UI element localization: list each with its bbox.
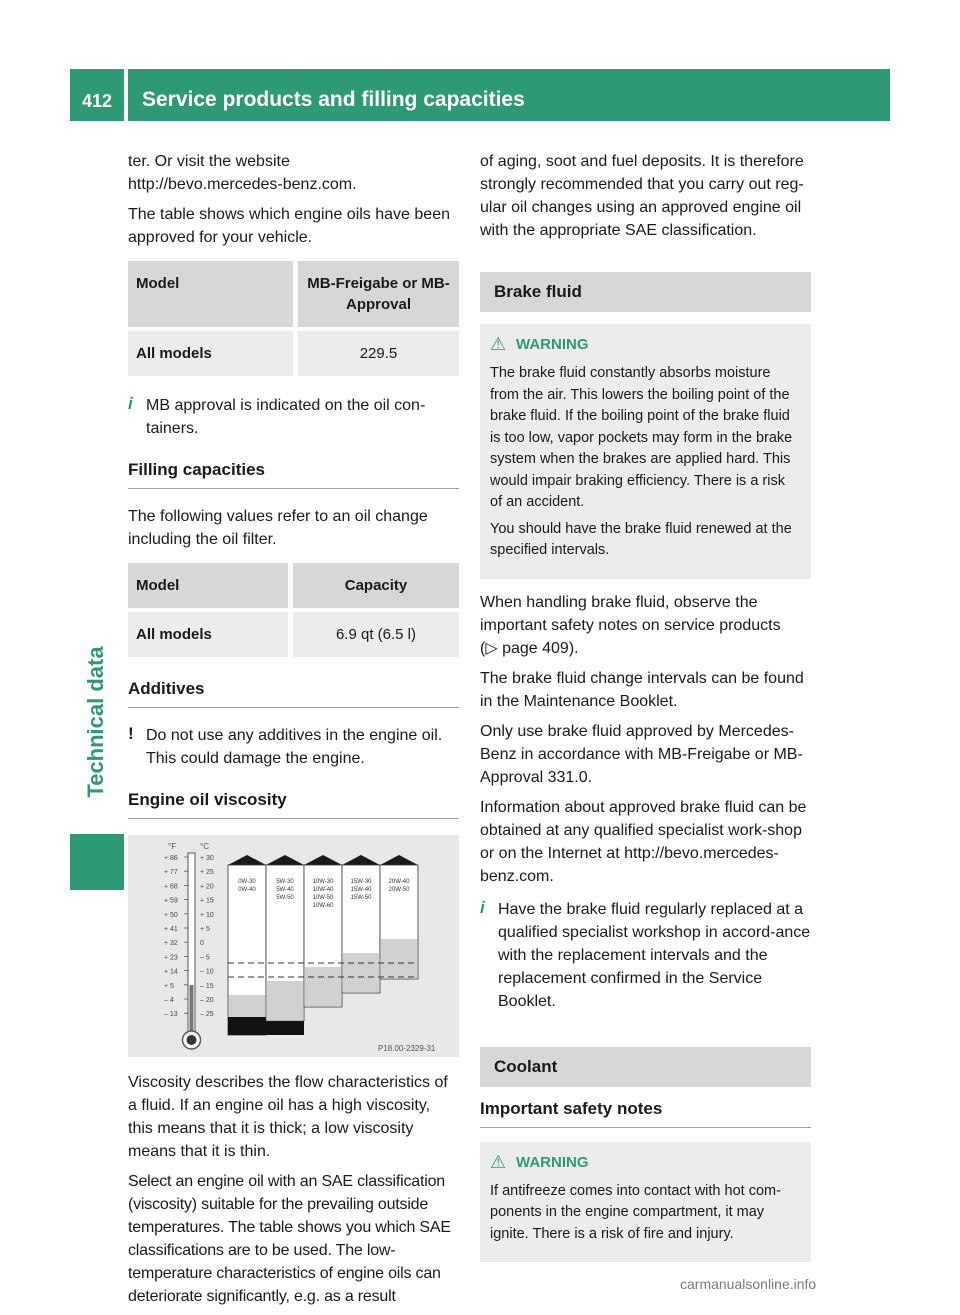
table-cell: All models: [128, 331, 293, 376]
sidebar-section-label: Technical data: [83, 646, 108, 798]
celsius-tick-label: + 30: [200, 855, 214, 862]
column-roof: [228, 855, 266, 865]
celsius-tick-label: 0: [200, 940, 204, 948]
brake-paragraph-4: Information about approved brake fluid can be obtained at any qualified specialist work-shop or on the Internet at http://bevo.mercedes-benz.com.: [480, 798, 807, 885]
fahrenheit-tick-label: + 41: [164, 926, 178, 933]
fahrenheit-tick-label: + 50: [164, 911, 178, 919]
table-header-cell: Model: [128, 261, 293, 327]
filling-capacities-text: The following values refer to an oil change including the oil filter.: [128, 508, 428, 548]
table-header-row: [128, 261, 459, 327]
grade-columns: [228, 855, 418, 1035]
table-header-cell: Model: [128, 563, 288, 608]
page-header: [70, 69, 890, 121]
page-number: 412: [82, 91, 113, 111]
left-column: [128, 150, 459, 1315]
table-header-row: [128, 563, 459, 608]
grade-label: 20W-40: [388, 879, 410, 885]
column-shading: [343, 953, 379, 992]
caution-note-text: Do not use any additives in the engine oil. This could damage the engine.: [146, 727, 443, 767]
viscosity-chart-figure: [128, 835, 459, 1057]
warning-label: WARNING: [516, 1153, 589, 1171]
grade-label: 10W-30: [312, 879, 334, 885]
table-cell: All models: [128, 612, 288, 657]
celsius-scale: [200, 855, 214, 1018]
celsius-tick-label: + 20: [200, 883, 214, 891]
table-cell: 229.5: [298, 331, 459, 376]
capacity-table: [128, 563, 459, 657]
grade-label: 0W-30: [238, 879, 256, 885]
grade-column: [304, 855, 342, 1007]
info-note: [480, 898, 811, 1013]
celsius-tick-label: – 10: [200, 968, 214, 976]
sidebar-marker: [70, 834, 124, 890]
fahrenheit-tick-label: + 32: [164, 940, 178, 948]
fahrenheit-tick-label: + 23: [164, 954, 178, 962]
fahrenheit-tick-label: + 59: [164, 897, 178, 905]
table-header-cell: Capacity: [293, 563, 459, 608]
celsius-tick-label: – 5: [200, 954, 210, 962]
page-title: Service products and filling capacities: [142, 88, 525, 111]
intro-line-2: http://bevo.mercedes-benz.com.: [128, 176, 357, 193]
grade-label: 5W-50: [276, 895, 294, 901]
celsius-tick-label: – 25: [200, 1011, 214, 1019]
info-icon: i: [480, 897, 485, 917]
warning-triangle-icon: ⚠: [490, 1151, 507, 1172]
grade-label: 20W-50: [388, 887, 410, 893]
brake-paragraph-3: Only use brake fluid approved by Mercedes-Benz in accordance with MB-Freigabe or MB-Approval 331.0.: [480, 722, 803, 786]
column-shading: [267, 981, 303, 1020]
brake-paragraph-1-text: When handling brake fluid, observe the important safety notes on service products: [480, 593, 781, 634]
thermometer-fluid: [190, 985, 194, 1033]
grade-label: 0W-40: [238, 887, 256, 893]
important-safety-notes-heading: Important safety notes: [480, 1099, 811, 1128]
watermark: carmanualsonline.info: [680, 1276, 817, 1292]
viscosity-paragraph-1: Viscosity describes the flow characteristics of a fluid. If an engine oil has a high viscosity, this means that it is thick; a low viscosity means that it is thin.: [128, 1074, 448, 1160]
grade-label: 5W-30: [276, 879, 294, 885]
celsius-tick-label: + 15: [200, 897, 214, 905]
fahrenheit-tick-label: + 86: [164, 855, 178, 862]
fahrenheit-tick-label: + 14: [164, 968, 178, 976]
celsius-tick-label: + 25: [200, 869, 214, 877]
table-header-cell: MB-Freigabe or MB-Approval: [298, 261, 459, 327]
grade-column: [380, 855, 418, 979]
exclamation-icon: !: [128, 724, 146, 770]
info-note: [128, 394, 459, 440]
grade-label: 10W-40: [312, 887, 334, 893]
celsius-tick-label: + 5: [200, 926, 210, 933]
fahrenheit-tick-label: + 68: [164, 883, 178, 891]
figure-code: P18.00-2329-31: [378, 1044, 436, 1053]
header-divider: [124, 69, 128, 121]
celsius-label: °C: [200, 842, 209, 851]
table-row: [128, 331, 459, 376]
grade-label: 15W-30: [350, 879, 372, 885]
warning-text: You should have the brake fluid renewed at the specified intervals.: [490, 520, 792, 558]
intro-line-1: ter. Or visit the website: [128, 153, 290, 170]
table-row: [128, 612, 459, 657]
warning-box: [480, 324, 811, 579]
column-roof: [304, 855, 342, 865]
column-roof: [380, 855, 418, 865]
fahrenheit-scale: [164, 855, 188, 1018]
warning-text: If antifreeze comes into contact with hot com-ponents in the engine compartment, it may ignite. There is a risk of fire and injury.: [490, 1182, 781, 1242]
approval-table: [128, 261, 459, 376]
celsius-tick-label: + 10: [200, 911, 214, 919]
column-roof: [342, 855, 380, 865]
column-shading: [381, 939, 417, 978]
info-note-text: MB approval is indicated on the oil con-tainers.: [146, 397, 426, 437]
additives-heading: Additives: [128, 679, 459, 708]
grade-label: 15W-50: [350, 895, 372, 901]
coolant-heading: Coolant: [480, 1047, 811, 1087]
warning-title: [490, 1152, 801, 1173]
brake-paragraph-1: [480, 591, 811, 660]
right-column: [480, 150, 811, 1274]
warning-box: [480, 1142, 811, 1263]
grade-label: 10W-50: [312, 895, 334, 901]
grade-column: [342, 855, 380, 993]
fahrenheit-label: °F: [168, 842, 177, 851]
warning-triangle-icon: ⚠: [490, 334, 507, 354]
info-note-text: Have the brake fluid regularly replaced at a qualified specialist workshop in accord-ance with the replacement intervals and the replacement confirmed in the Service Booklet.: [498, 900, 811, 1010]
thermometer-bulb-core: [187, 1035, 197, 1045]
viscosity-paragraph-2: Select an engine oil with an SAE classification (viscosity) suitable for the prevailing outside temperatures. The table shows you which SAE classifications are to be used. The low-temperature characteristics of engine oils can deteriorate significantly, e.g. as a result: [128, 1173, 451, 1305]
celsius-tick-label: – 15: [200, 982, 214, 990]
column-roof: [266, 855, 304, 865]
warning-title: [490, 334, 801, 355]
celsius-tick-label: – 20: [200, 997, 214, 1004]
brake-paragraph-2: The brake fluid change intervals can be found in the Maintenance Booklet.: [480, 669, 804, 710]
filling-capacities-heading: Filling capacities: [128, 460, 459, 489]
page-reference-link[interactable]: (▷ page 409).: [480, 639, 579, 657]
warning-text: The brake fluid constantly absorbs moisture from the air. This lowers the boiling point of the brake fluid. If the boiling point of the brake fluid is too low, vapor pockets may form in the brake system when the brakes are applied hard. This would impair braking efficiency. There is a risk of an accident.: [490, 365, 793, 510]
grade-label: 10W-60: [312, 903, 334, 909]
column-shading: [305, 967, 341, 1006]
info-icon: i: [128, 394, 133, 413]
fahrenheit-tick-label: + 5: [164, 982, 174, 990]
viscosity-heading: Engine oil viscosity: [128, 790, 459, 819]
brake-fluid-heading: Brake fluid: [480, 272, 811, 312]
table-cell: 6.9 qt (6.5 l): [293, 612, 459, 657]
viscosity-chart: [128, 835, 459, 1057]
caution-note: [128, 724, 459, 770]
grade-column: [266, 855, 304, 1021]
fahrenheit-tick-label: – 4: [164, 997, 174, 1004]
fahrenheit-tick-label: – 13: [164, 1011, 178, 1019]
grade-label: 5W-40: [276, 887, 294, 893]
intro-line-3: The table shows which engine oils have been approved for your vehicle.: [128, 206, 450, 246]
fahrenheit-tick-label: + 77: [164, 869, 178, 877]
warning-label: WARNING: [516, 336, 589, 353]
grade-label: 15W-40: [350, 887, 372, 893]
right-intro: of aging, soot and fuel deposits. It is therefore strongly recommended that you carry out reg-ular oil changes using an approved engine oil with the appropriate SAE classification.: [480, 153, 804, 239]
